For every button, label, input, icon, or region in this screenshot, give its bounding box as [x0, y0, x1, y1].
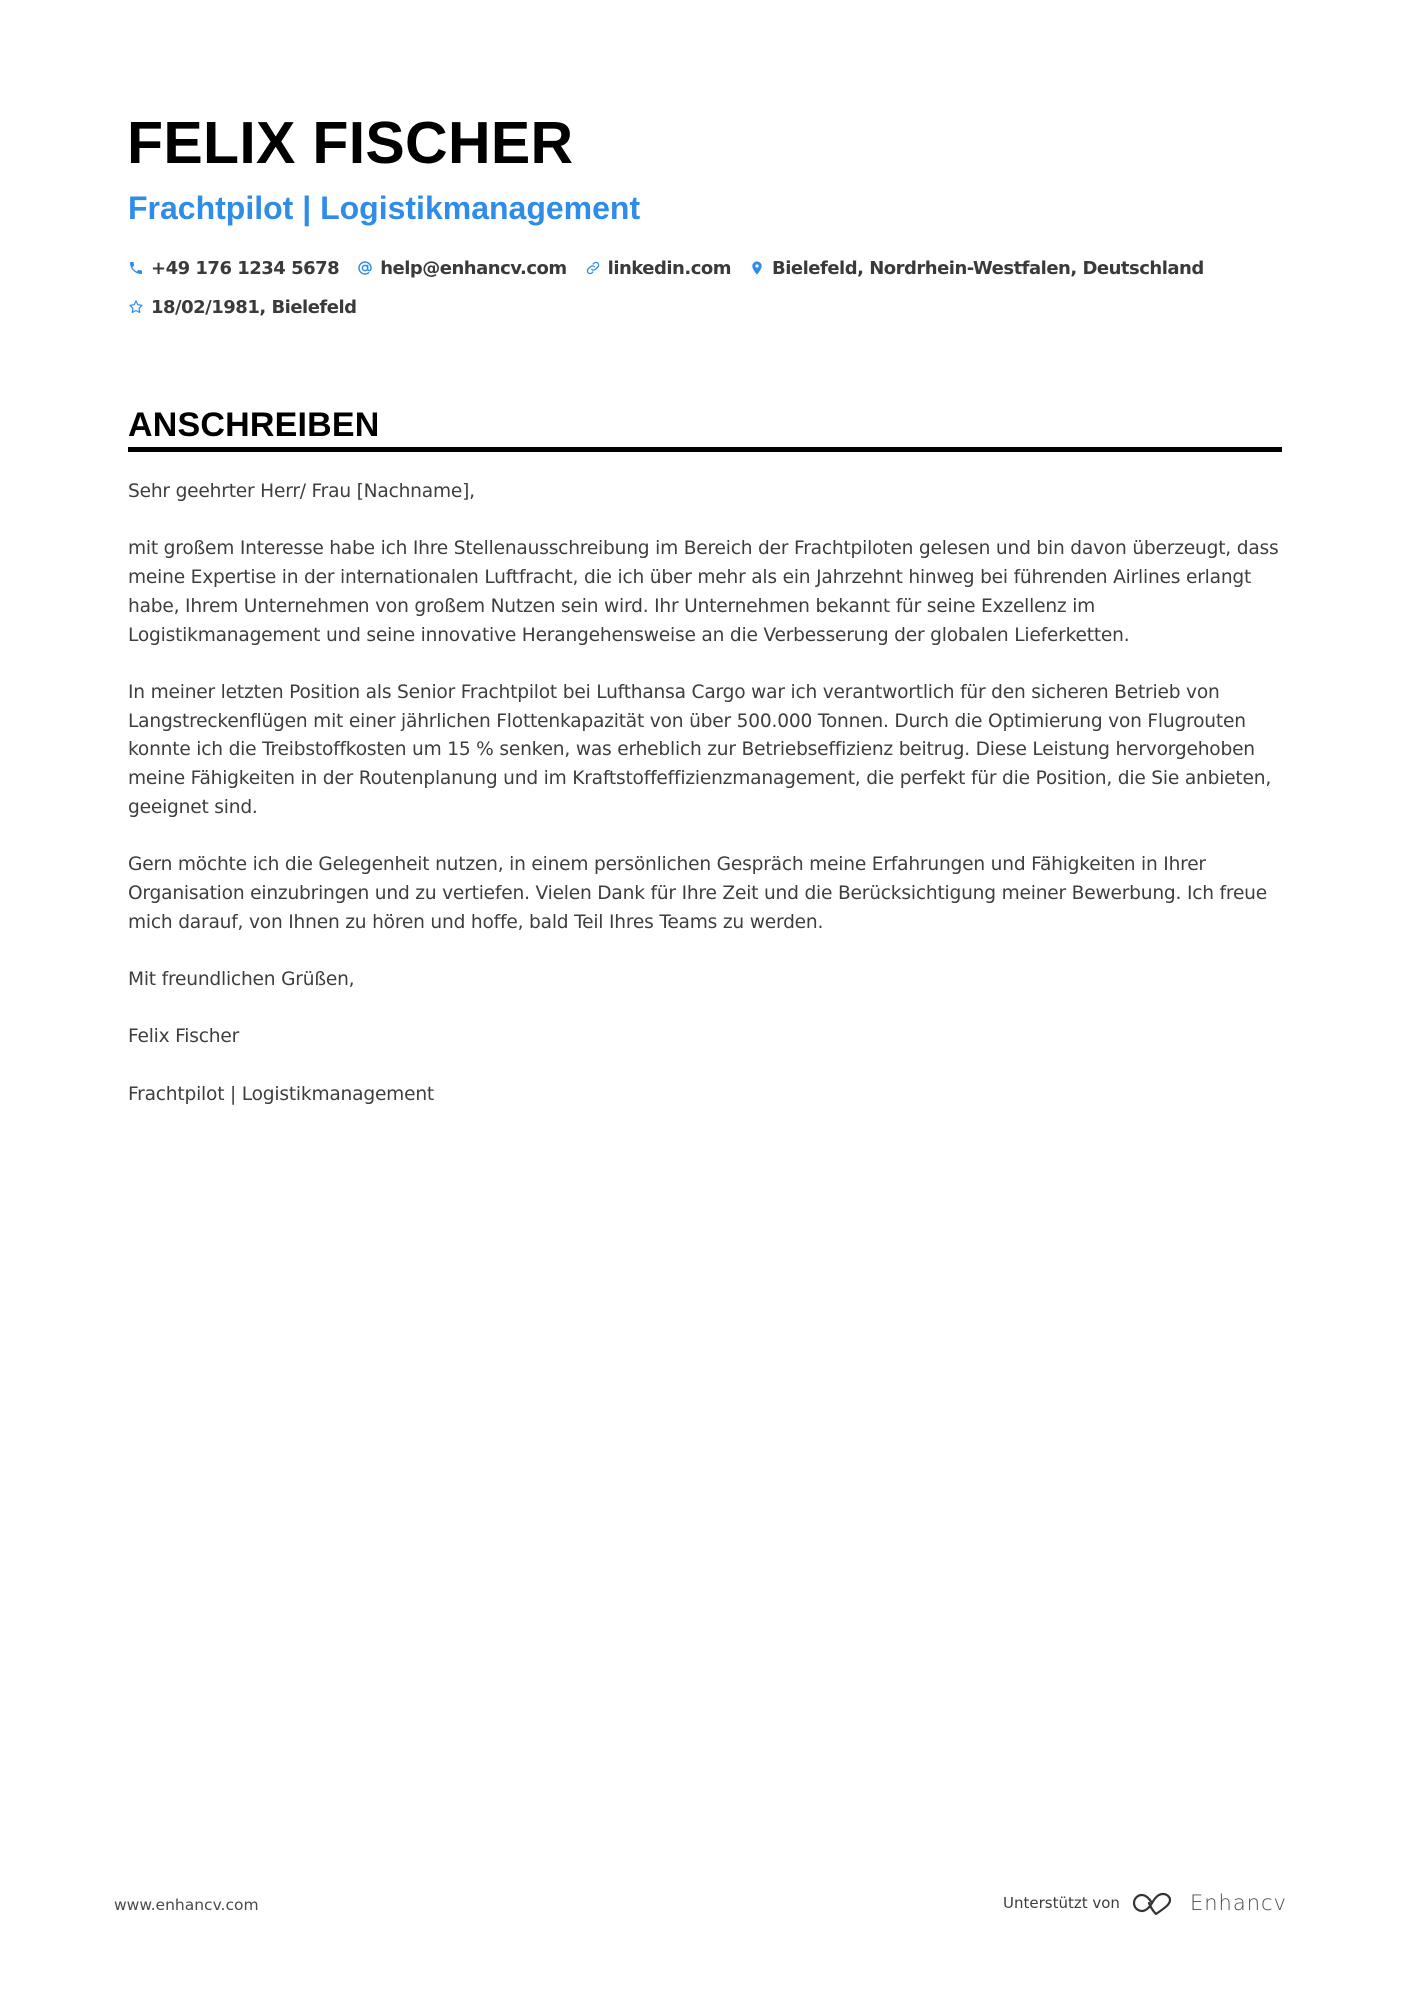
footer-website[interactable]: www.enhancv.com: [114, 1896, 259, 1914]
contact-location: [749, 258, 1204, 279]
salutation: Sehr geehrter Herr/ Frau [Nachname],: [128, 481, 475, 502]
section-heading: ANSCHREIBEN: [128, 406, 380, 444]
signature-title: Frachtpilot | Logistikmanagement: [128, 1083, 435, 1105]
birth-date-place: 18/02/1981, Bielefeld: [151, 296, 357, 318]
contact-phone: [128, 258, 339, 279]
contact-birth: [128, 297, 357, 318]
contact-linkedin: [585, 258, 731, 279]
paragraph: Gern möchte ich die Gelegenheit nutzen, in einem persönlichen Gespräch meine Erfahrungen und Fähigkeiten in Ihrer Organisation einzubringen und zu vertiefen. Vielen Dank für Ihre Zeit und die Berücksichtigung meiner Bewerbung. Ich freue mich darauf, von Ihnen zu hören und hoffe, bald Teil Ihres Teams zu werden.: [128, 854, 1268, 933]
applicant-name: FELIX FISCHER: [127, 110, 574, 176]
section-divider: [128, 447, 1282, 452]
contact-email: [357, 258, 566, 279]
contact-row: [128, 294, 1288, 320]
closing: Mit freundlichen Grüßen,: [128, 968, 355, 990]
applicant-title: Frachtpilot | Logistikmanagement: [128, 190, 641, 226]
powered-by-label: Unterstützt von: [1003, 1894, 1120, 1912]
phone-icon: [128, 259, 144, 277]
contact-info: [128, 255, 1288, 333]
phone-number: +49 176 1234 5678: [151, 257, 340, 279]
location-text: Bielefeld, Nordrhein-Westfalen, Deutschland: [772, 257, 1204, 279]
contact-row: [128, 255, 1288, 281]
paragraph: mit großem Interesse habe ich Ihre Stellenausschreibung im Bereich der Frachtpiloten gelesen und bin davon überzeugt, dass meine Expertise in der internationalen Luftfracht, die ich über mehr als ein Jahrzehnt hinweg bei führenden Airlines erlangt habe, Ihrem Unternehmen von großem Nutzen sein wird. Ihr Unternehmen bekannt für seine Exzellenz im Logistikmanagement und seine innovative Herangehensweise an die Verbesserung der globalen Lieferketten.: [128, 538, 1279, 646]
star-icon: [128, 298, 144, 316]
signature-name: Felix Fischer: [128, 1026, 240, 1048]
linkedin-link[interactable]: linkedin.com: [607, 257, 732, 279]
letter-body: [128, 478, 1288, 1138]
email-address[interactable]: help@enhancv.com: [380, 257, 567, 279]
enhancv-logo-text: Enhancv: [1189, 1891, 1287, 1915]
paragraph: In meiner letzten Position als Senior Frachtpilot bei Lufthansa Cargo war ich verantwortlich für den sicheren Betrieb von Langstreckenflügen mit einer jährlichen Flottenkapazität von über 500.000 Tonnen. Durch die Optimierung von Flugrouten konnte ich die Treibstoffkosten um 15 % senken, was erheblich zur Betriebseffizienz beitrug. Diese Leistung hervorgehoben meine Fähigkeiten in der Routenplanung und im Kraftstoffeffizienzmanagement, die perfekt für die Position, die Sie anbieten, geeignet sind.: [128, 681, 1272, 818]
location-pin-icon: [749, 259, 765, 277]
footer-branding: [1003, 1890, 1287, 1916]
enhancv-logo-icon: [1132, 1890, 1178, 1916]
link-icon: [585, 259, 601, 277]
at-icon: [357, 259, 373, 277]
